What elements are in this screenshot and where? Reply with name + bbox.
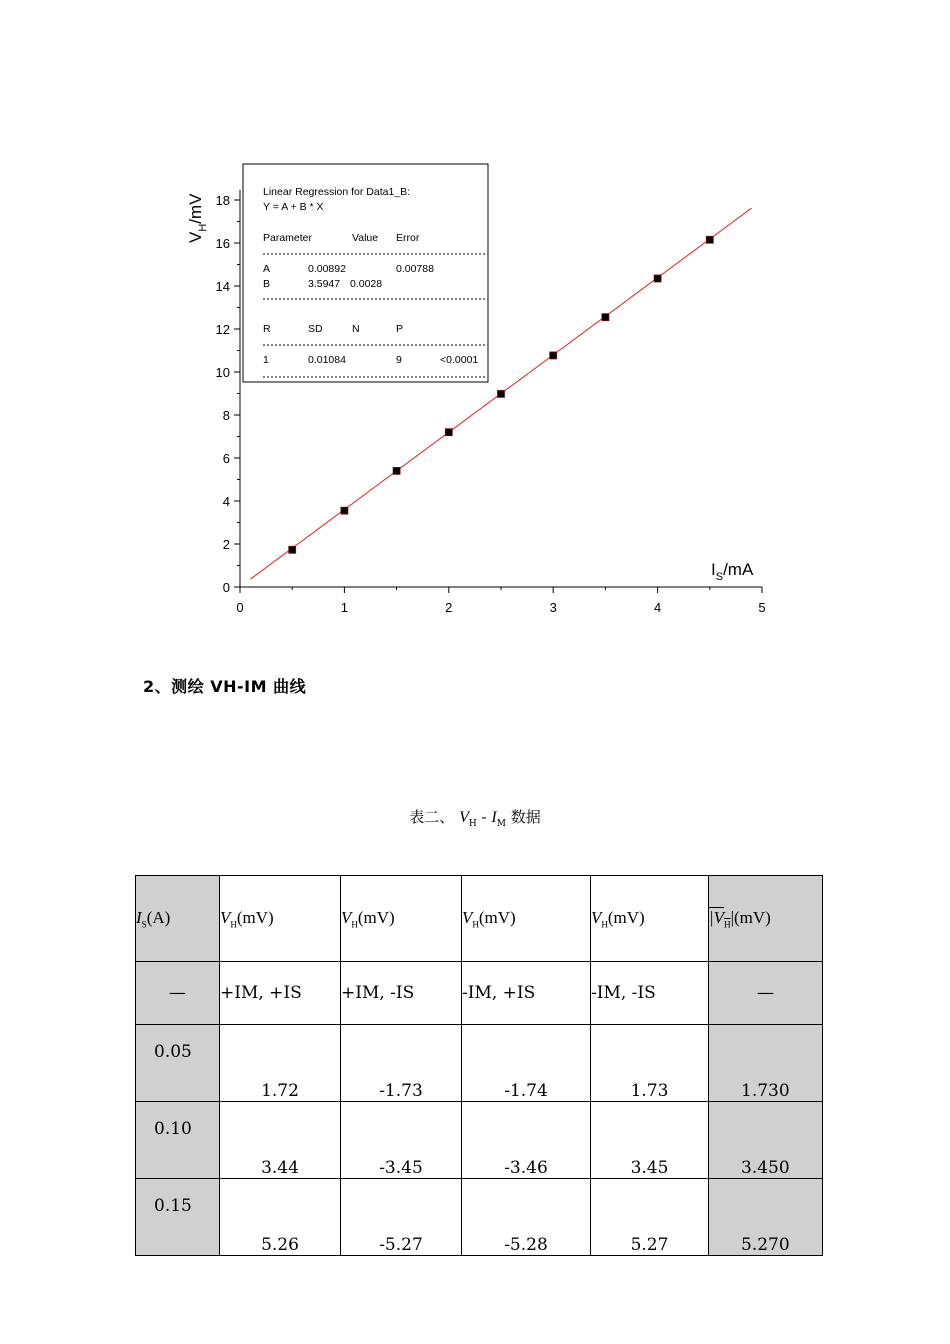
data-point xyxy=(550,352,557,359)
table-cell: -1.73 xyxy=(341,1025,462,1102)
vh-is-chart xyxy=(0,0,950,660)
legend-a-error: 0.00788 xyxy=(396,263,434,275)
sign-cell: -IM, +IS xyxy=(462,962,591,1025)
table-cell: -3.46 xyxy=(462,1102,591,1179)
y-tick-label: 12 xyxy=(215,322,230,337)
legend-equation: Y = A + B * X xyxy=(263,201,324,213)
data-point xyxy=(341,507,348,514)
sign-cell: — xyxy=(136,962,220,1025)
table-caption xyxy=(0,806,950,829)
table-cell: 0.05 xyxy=(136,1025,220,1102)
table-cell: 0.10 xyxy=(136,1102,220,1179)
caption-prefix: 表二、 xyxy=(409,808,455,826)
table-cell: -5.28 xyxy=(462,1179,591,1256)
table-cell: 3.45 xyxy=(591,1102,709,1179)
legend-b-value: 3.5947 xyxy=(308,278,341,290)
regression-legend-box xyxy=(243,164,488,382)
table-cell: -5.27 xyxy=(341,1179,462,1256)
sign-cell: +IM, +IS xyxy=(220,962,341,1025)
data-point xyxy=(498,390,505,397)
legend-title: Linear Regression for Data1_B: xyxy=(263,186,411,198)
legend-a-value: 0.00892 xyxy=(308,263,346,275)
legend-value-header: Value xyxy=(352,232,379,244)
table-row xyxy=(136,1179,823,1256)
y-tick-label: 6 xyxy=(222,451,230,466)
y-tick-label: 4 xyxy=(222,494,230,509)
data-point xyxy=(289,546,296,553)
x-tick-label: 3 xyxy=(549,600,557,615)
legend-r-header: R xyxy=(263,323,271,335)
caption-v-sub: H xyxy=(468,819,477,829)
legend-error-header: Error xyxy=(396,232,420,244)
y-tick-label: 10 xyxy=(215,365,230,380)
legend-n-header: N xyxy=(352,323,360,335)
caption-i-sub: M xyxy=(496,819,506,829)
legend-b-error: 0.0028 xyxy=(350,278,383,290)
legend-n-value: 9 xyxy=(396,354,402,366)
table-cell: 1.72 xyxy=(220,1025,341,1102)
header-vh-4: $V_H(mV)$ xyxy=(591,876,709,962)
sign-cell: -IM, -IS xyxy=(591,962,709,1025)
table-row xyxy=(136,1102,823,1179)
table-cell: 1.73 xyxy=(591,1025,709,1102)
legend-p-value: <0.0001 xyxy=(440,354,479,366)
table-cell: -3.45 xyxy=(341,1102,462,1179)
data-point xyxy=(445,429,452,436)
x-tick-label: 2 xyxy=(445,600,453,615)
y-tick-label: 18 xyxy=(215,193,230,208)
caption-suffix: 数据 xyxy=(510,808,541,826)
x-axis-label: $I_S/mA$ xyxy=(711,560,754,583)
y-tick-label: 16 xyxy=(215,236,230,251)
x-tick-label: 0 xyxy=(236,600,244,615)
legend-r-value: 1 xyxy=(263,354,269,366)
x-ticks xyxy=(236,587,765,615)
header-vh-mean: $|V_H|(mV)$ xyxy=(709,876,823,962)
legend-p-header: P xyxy=(396,323,404,335)
data-point xyxy=(602,314,609,321)
legend-a-name: A xyxy=(263,263,271,275)
y-axis-label: $V_H/mV$ xyxy=(186,193,209,243)
data-point xyxy=(393,467,400,474)
table-row xyxy=(136,1025,823,1102)
vh-im-table xyxy=(135,875,823,1256)
table-cell: 5.27 xyxy=(591,1179,709,1256)
caption-sep: - xyxy=(481,808,492,826)
header-vh-3: $V_H(mV)$ xyxy=(462,876,591,962)
x-tick-label: 1 xyxy=(340,600,349,615)
y-tick-label: 0 xyxy=(222,580,230,595)
y-tick-label: 8 xyxy=(222,408,230,423)
y-tick-label: 14 xyxy=(215,279,230,294)
y-ticks xyxy=(216,193,240,595)
header-vh-2: $V_H(mV)$ xyxy=(341,876,462,962)
table-cell: 5.26 xyxy=(220,1179,341,1256)
table-cell: 1.730 xyxy=(709,1025,823,1102)
header-is: $I_S(A)$ xyxy=(136,876,220,962)
caption-v: V xyxy=(459,809,469,826)
table-header-row xyxy=(136,876,823,962)
legend-sd-value: 0.01084 xyxy=(308,354,346,366)
x-tick-label: 5 xyxy=(758,600,766,615)
sign-row xyxy=(136,962,823,1025)
x-tick-label: 4 xyxy=(653,600,662,615)
caption-i: I xyxy=(491,809,497,826)
legend-param-header: Parameter xyxy=(263,232,313,244)
sign-cell: — xyxy=(709,962,823,1025)
sign-cell: +IM, -IS xyxy=(341,962,462,1025)
table-cell: 3.450 xyxy=(709,1102,823,1179)
data-point xyxy=(706,236,713,243)
legend-sd-header: SD xyxy=(308,323,323,335)
section-heading: 2、测绘 VH-IM 曲线 xyxy=(143,677,307,696)
y-tick-label: 2 xyxy=(222,537,230,552)
legend-b-name: B xyxy=(263,278,271,290)
table-cell: 3.44 xyxy=(220,1102,341,1179)
table-cell: 0.15 xyxy=(136,1179,220,1256)
table-cell: 5.270 xyxy=(709,1179,823,1256)
table-cell: -1.74 xyxy=(462,1025,591,1102)
data-point xyxy=(654,275,661,282)
header-vh-1: $V_H(mV)$ xyxy=(220,876,341,962)
